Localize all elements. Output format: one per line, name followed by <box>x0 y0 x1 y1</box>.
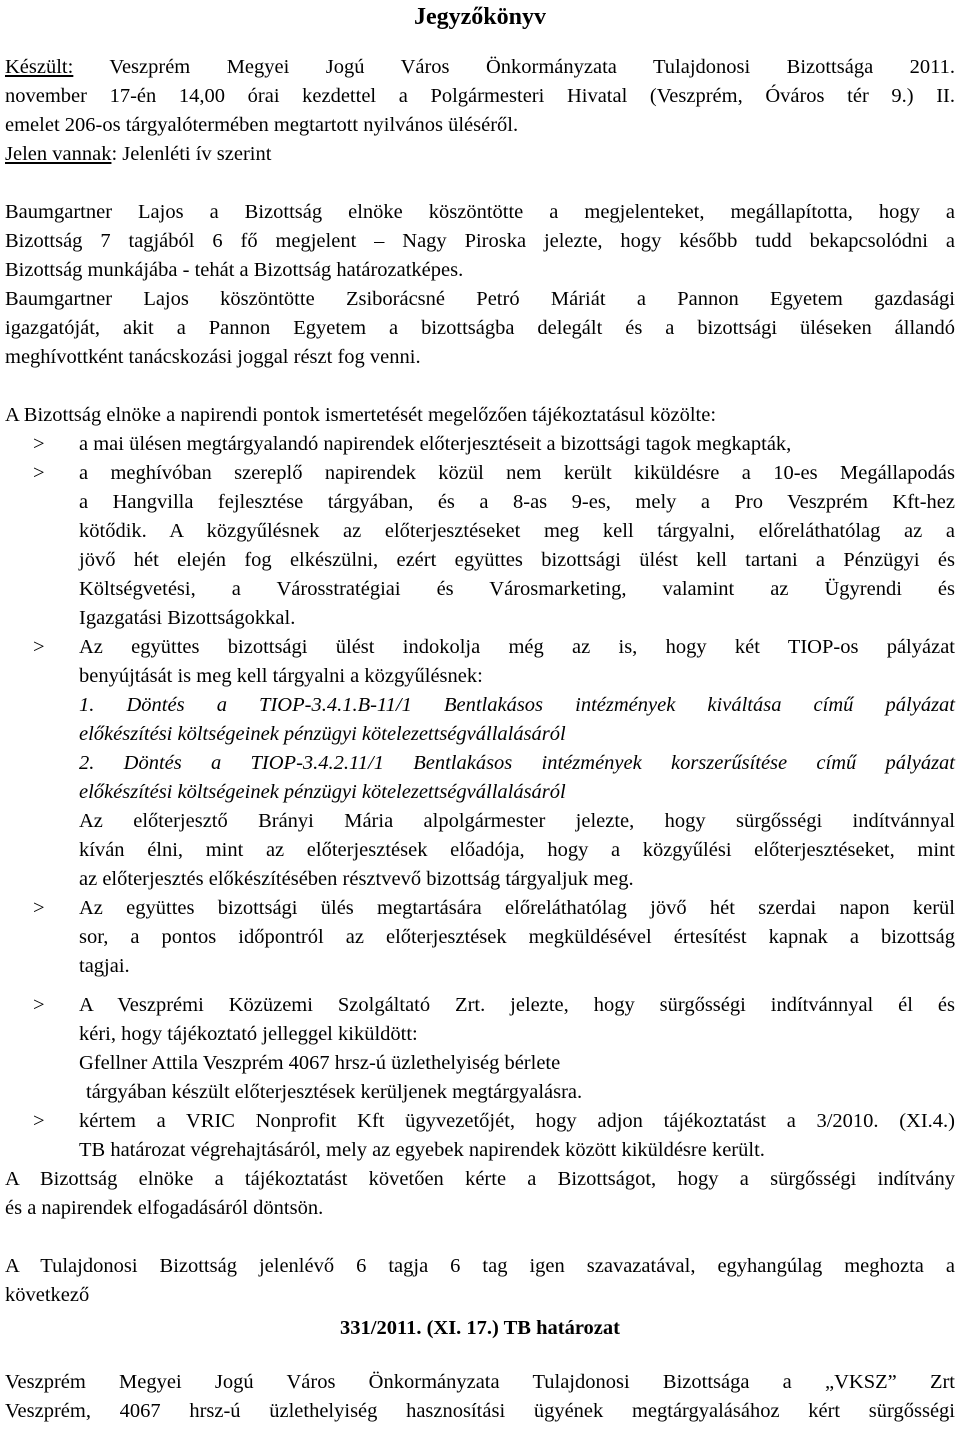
text-line: következő <box>5 1284 90 1306</box>
bullet-item <box>5 633 955 894</box>
text-line: kíván élni, mint az előterjesztések előadója, hogy a közgyűlési előterjesztéseket, mint <box>79 839 955 861</box>
text-line: Bizottság 7 tagjából 6 fő megjelent – Nagy Piroska jelezte, hogy később tudd bekapcsolódni a <box>5 230 955 252</box>
bullet-marker: > <box>33 462 45 484</box>
intro-paragraph <box>5 53 955 140</box>
document-page <box>5 0 955 1426</box>
text-line: a meghívóban szereplő napirendek közül nem került kiküldésre a 10-es Megállapodás <box>79 462 955 484</box>
bullet-item <box>5 430 955 459</box>
text-line: Veszprém Megyei Jogú Város Önkormányzata Tulajdonosi Bizottsága a „VKSZ” Zrt <box>5 1371 955 1393</box>
resolution-paragraph <box>5 1368 955 1426</box>
intro-label: Készült: <box>5 56 74 78</box>
italic-agenda-line: 1. Döntés a TIOP-3.4.1.B-11/1 Bentlakásos intézmények kiváltása című pályázat <box>79 694 955 716</box>
text-line: Költségvetési, a Városstratégiai és Városmarketing, valamint az Ügyrendi és <box>79 578 955 600</box>
text-line: kéri, hogy tájékoztató jelleggel kiküldött: <box>79 1023 418 1045</box>
text-line: benyújtását is meg kell tárgyalni a közgyűlésnek: <box>79 665 483 687</box>
spacer <box>5 1343 955 1368</box>
spacer <box>5 33 955 53</box>
text-line: A Bizottság elnöke a tájékoztatást követően kérte a Bizottságot, hogy a sürgősségi indítvány <box>5 1168 955 1190</box>
text-line: a mai ülésen megtárgyalandó napirendek előterjesztéseit a bizottsági tagok megkapták, <box>79 433 792 455</box>
text-line: Gfellner Attila Veszprém 4067 hrsz-ú üzlethelyiség bérlete <box>79 1052 561 1074</box>
text-line: Baumgartner Lajos a Bizottság elnöke köszöntötte a megjelenteket, megállapította, hogy a <box>5 201 955 223</box>
bullet-marker: > <box>33 433 45 455</box>
present-label: Jelen vannak <box>5 143 112 165</box>
bullet-marker: > <box>33 897 45 919</box>
vote-paragraph <box>5 1252 955 1310</box>
bullet-marker: > <box>33 1110 45 1132</box>
bullet-item <box>5 894 955 981</box>
spacer <box>5 981 955 991</box>
text-line: a Hangvilla fejlesztése tárgyában, és a 8-as 9-es, mely a Pro Veszprém Kft-hez <box>79 491 955 513</box>
text-line: kötődik. A közgyűlésnek az előterjesztéseket meg kell tárgyalni, előreláthatólag az a <box>79 520 955 542</box>
bullet-item <box>5 1107 955 1165</box>
text-line: A Veszprémi Közüzemi Szolgáltató Zrt. jelezte, hogy sürgősségi indítvánnyal él és <box>79 994 955 1016</box>
text-line: tagjai. <box>79 955 130 977</box>
document-title: Jegyzőkönyv <box>414 4 546 30</box>
text-line: kértem a VRIC Nonprofit Kft ügyvezetőjét, hogy adjon tájékoztatást a 3/2010. (XI.4.) <box>79 1110 955 1132</box>
closing-paragraph <box>5 1165 955 1223</box>
italic-agenda-line: előkészítési költségeinek pénzügyi kötelezettségvállalásáról <box>79 723 566 745</box>
italic-agenda-line: előkészítési költségeinek pénzügyi kötelezettségvállalásáról <box>79 781 566 803</box>
text-line: tárgyában készült előterjesztések kerüljenek megtárgyalásra. <box>86 1081 583 1103</box>
resolution-title: 331/2011. (XI. 17.) TB határozat <box>340 1317 620 1339</box>
text-line: A Tulajdonosi Bizottság jelenlévő 6 tagja 6 tag igen szavazatával, egyhangúlag meghozta a <box>5 1255 955 1277</box>
text-line: igazgatóját, akit a Pannon Egyetem a bizottságba delegált és a bizottsági üléseken állandó <box>5 317 955 339</box>
bullet-marker: > <box>33 636 45 658</box>
text-line: Bizottság munkájába - tehát a Bizottság határozatképes. <box>5 259 464 281</box>
italic-agenda-line: 2. Döntés a TIOP-3.4.2.11/1 Bentlakásos intézmények korszerűsítése című pályázat <box>79 752 955 774</box>
text-line: és a napirendek elfogadásáról döntsön. <box>5 1197 324 1219</box>
intro-line-3: emelet 206-os tárgyalótermében megtartott nyilvános üléséről. <box>5 114 519 136</box>
spacer <box>5 1223 955 1252</box>
bullet-item <box>5 459 955 633</box>
text-line: Veszprém, 4067 hrsz-ú üzlethelyiség hasznosítási ügyének megtárgyalásához kért sürgősségi <box>5 1400 955 1422</box>
intro-line-1: Készült: Veszprém Megyei Jogú Város Önkormányzata Tulajdonosi Bizottsága 2011. <box>5 56 955 78</box>
text-line: Baumgartner Lajos köszöntötte Zsiborácsné Petró Máriát a Pannon Egyetem gazdasági <box>5 288 955 310</box>
text-line: az előterjesztés előkészítésében résztvevő bizottság tárgyaljuk meg. <box>79 868 634 890</box>
opening-paragraph <box>5 198 955 372</box>
spacer <box>5 372 955 401</box>
text-line: Az együttes bizottsági ülést indokolja még az is, hogy két TIOP-os pályázat <box>79 636 955 658</box>
text-line: Az együttes bizottsági ülés megtartására előreláthatólag jövő hét szerdai napon kerül <box>79 897 955 919</box>
text-line: Az előterjesztő Brányi Mária alpolgármester jelezte, hogy sürgősségi indítvánnyal <box>79 810 955 832</box>
bullet-marker: > <box>33 994 45 1016</box>
spacer <box>5 169 955 198</box>
bullet-item <box>5 991 955 1078</box>
text-line: jövő hét elején fog elkészülni, ezért együttes bizottsági ülést kell tartani a Pénzügyi és <box>79 549 955 571</box>
text-line: meghívottként tanácskozási joggal részt fog venni. <box>5 346 421 368</box>
text-line: sor, a pontos időpontról az előterjesztések megküldésével értesítést kapnak a bizottság <box>79 926 955 948</box>
intro-line-2: november 17-én 14,00 órai kezdettel a Polgármesteri Hivatal (Veszprém, Óváros tér 9.) II. <box>5 85 955 107</box>
text-line: TB határozat végrehajtásáról, mely az egyebek napirendek között kiküldésre került. <box>79 1139 765 1161</box>
text-line: Igazgatási Bizottságokkal. <box>79 607 296 629</box>
present-line: Jelen vannak: Jelenléti ív szerint <box>5 143 272 165</box>
agenda-intro: A Bizottság elnöke a napirendi pontok ismertetését megelőzően tájékoztatásul közölte: <box>5 404 717 426</box>
